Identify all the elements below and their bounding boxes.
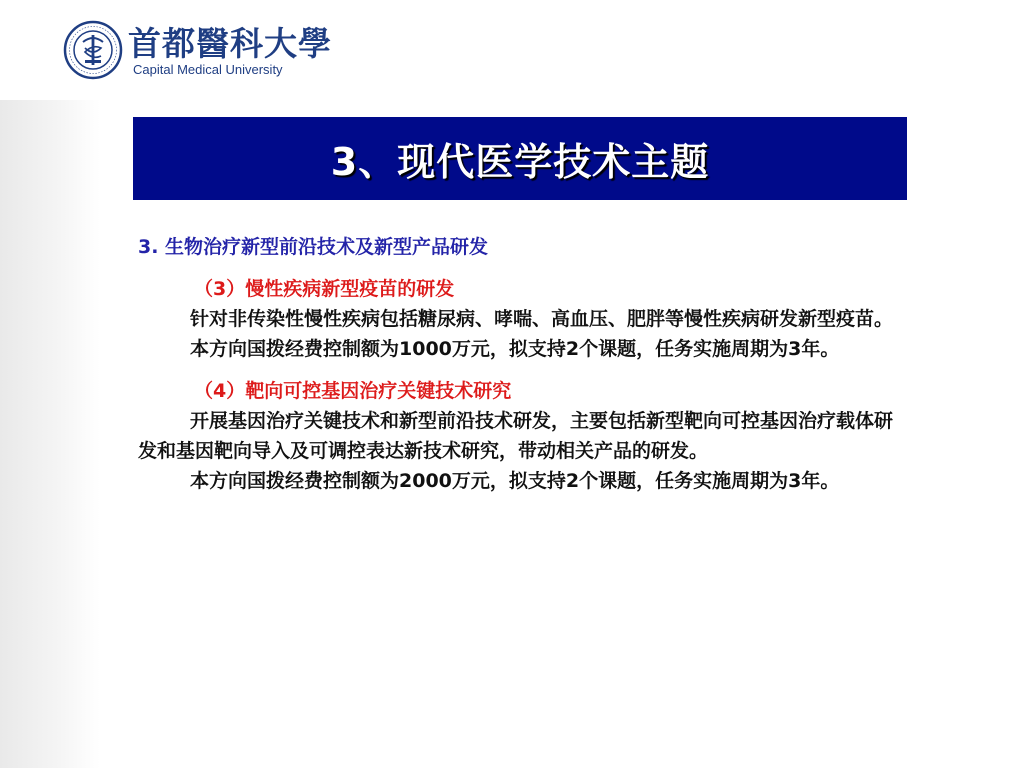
university-seal-icon — [63, 20, 123, 80]
left-gradient-panel — [0, 0, 100, 768]
item-paragraph: 针对非传染性慢性疾病包括糖尿病、哮喘、高血压、肥胖等慢性疾病研发新型疫苗。 — [190, 308, 894, 330]
spacer — [138, 364, 908, 376]
item-heading: （4）靶向可控基因治疗关键技术研究 — [194, 380, 512, 402]
item-block — [138, 376, 908, 496]
item-paragraph: 本方向国拨经费控制额为2000万元，拟支持2个课题，任务实施周期为3年。 — [190, 470, 840, 492]
university-logo — [0, 0, 332, 100]
section-heading: 3. 生物治疗新型前沿技术及新型产品研发 — [138, 236, 489, 258]
slide-body — [138, 232, 908, 496]
university-name-chinese: 首都醫科大學 — [128, 24, 332, 63]
item-heading: （3）慢性疾病新型疫苗的研发 — [194, 278, 455, 300]
item-paragraph: 本方向国拨经费控制额为1000万元，拟支持2个课题，任务实施周期为3年。 — [190, 338, 840, 360]
title-banner — [133, 117, 907, 200]
university-name-english: Capital Medical University — [133, 62, 283, 77]
item-block — [138, 274, 908, 364]
item-paragraph: 开展基因治疗关键技术和新型前沿技术研发，主要包括新型靶向可控基因治疗载体研发和基因靶向导入及可调控表达新技术研究，带动相关产品的研发。 — [138, 410, 894, 462]
slide-title: 3、现代医学技术主题 — [330, 140, 710, 184]
